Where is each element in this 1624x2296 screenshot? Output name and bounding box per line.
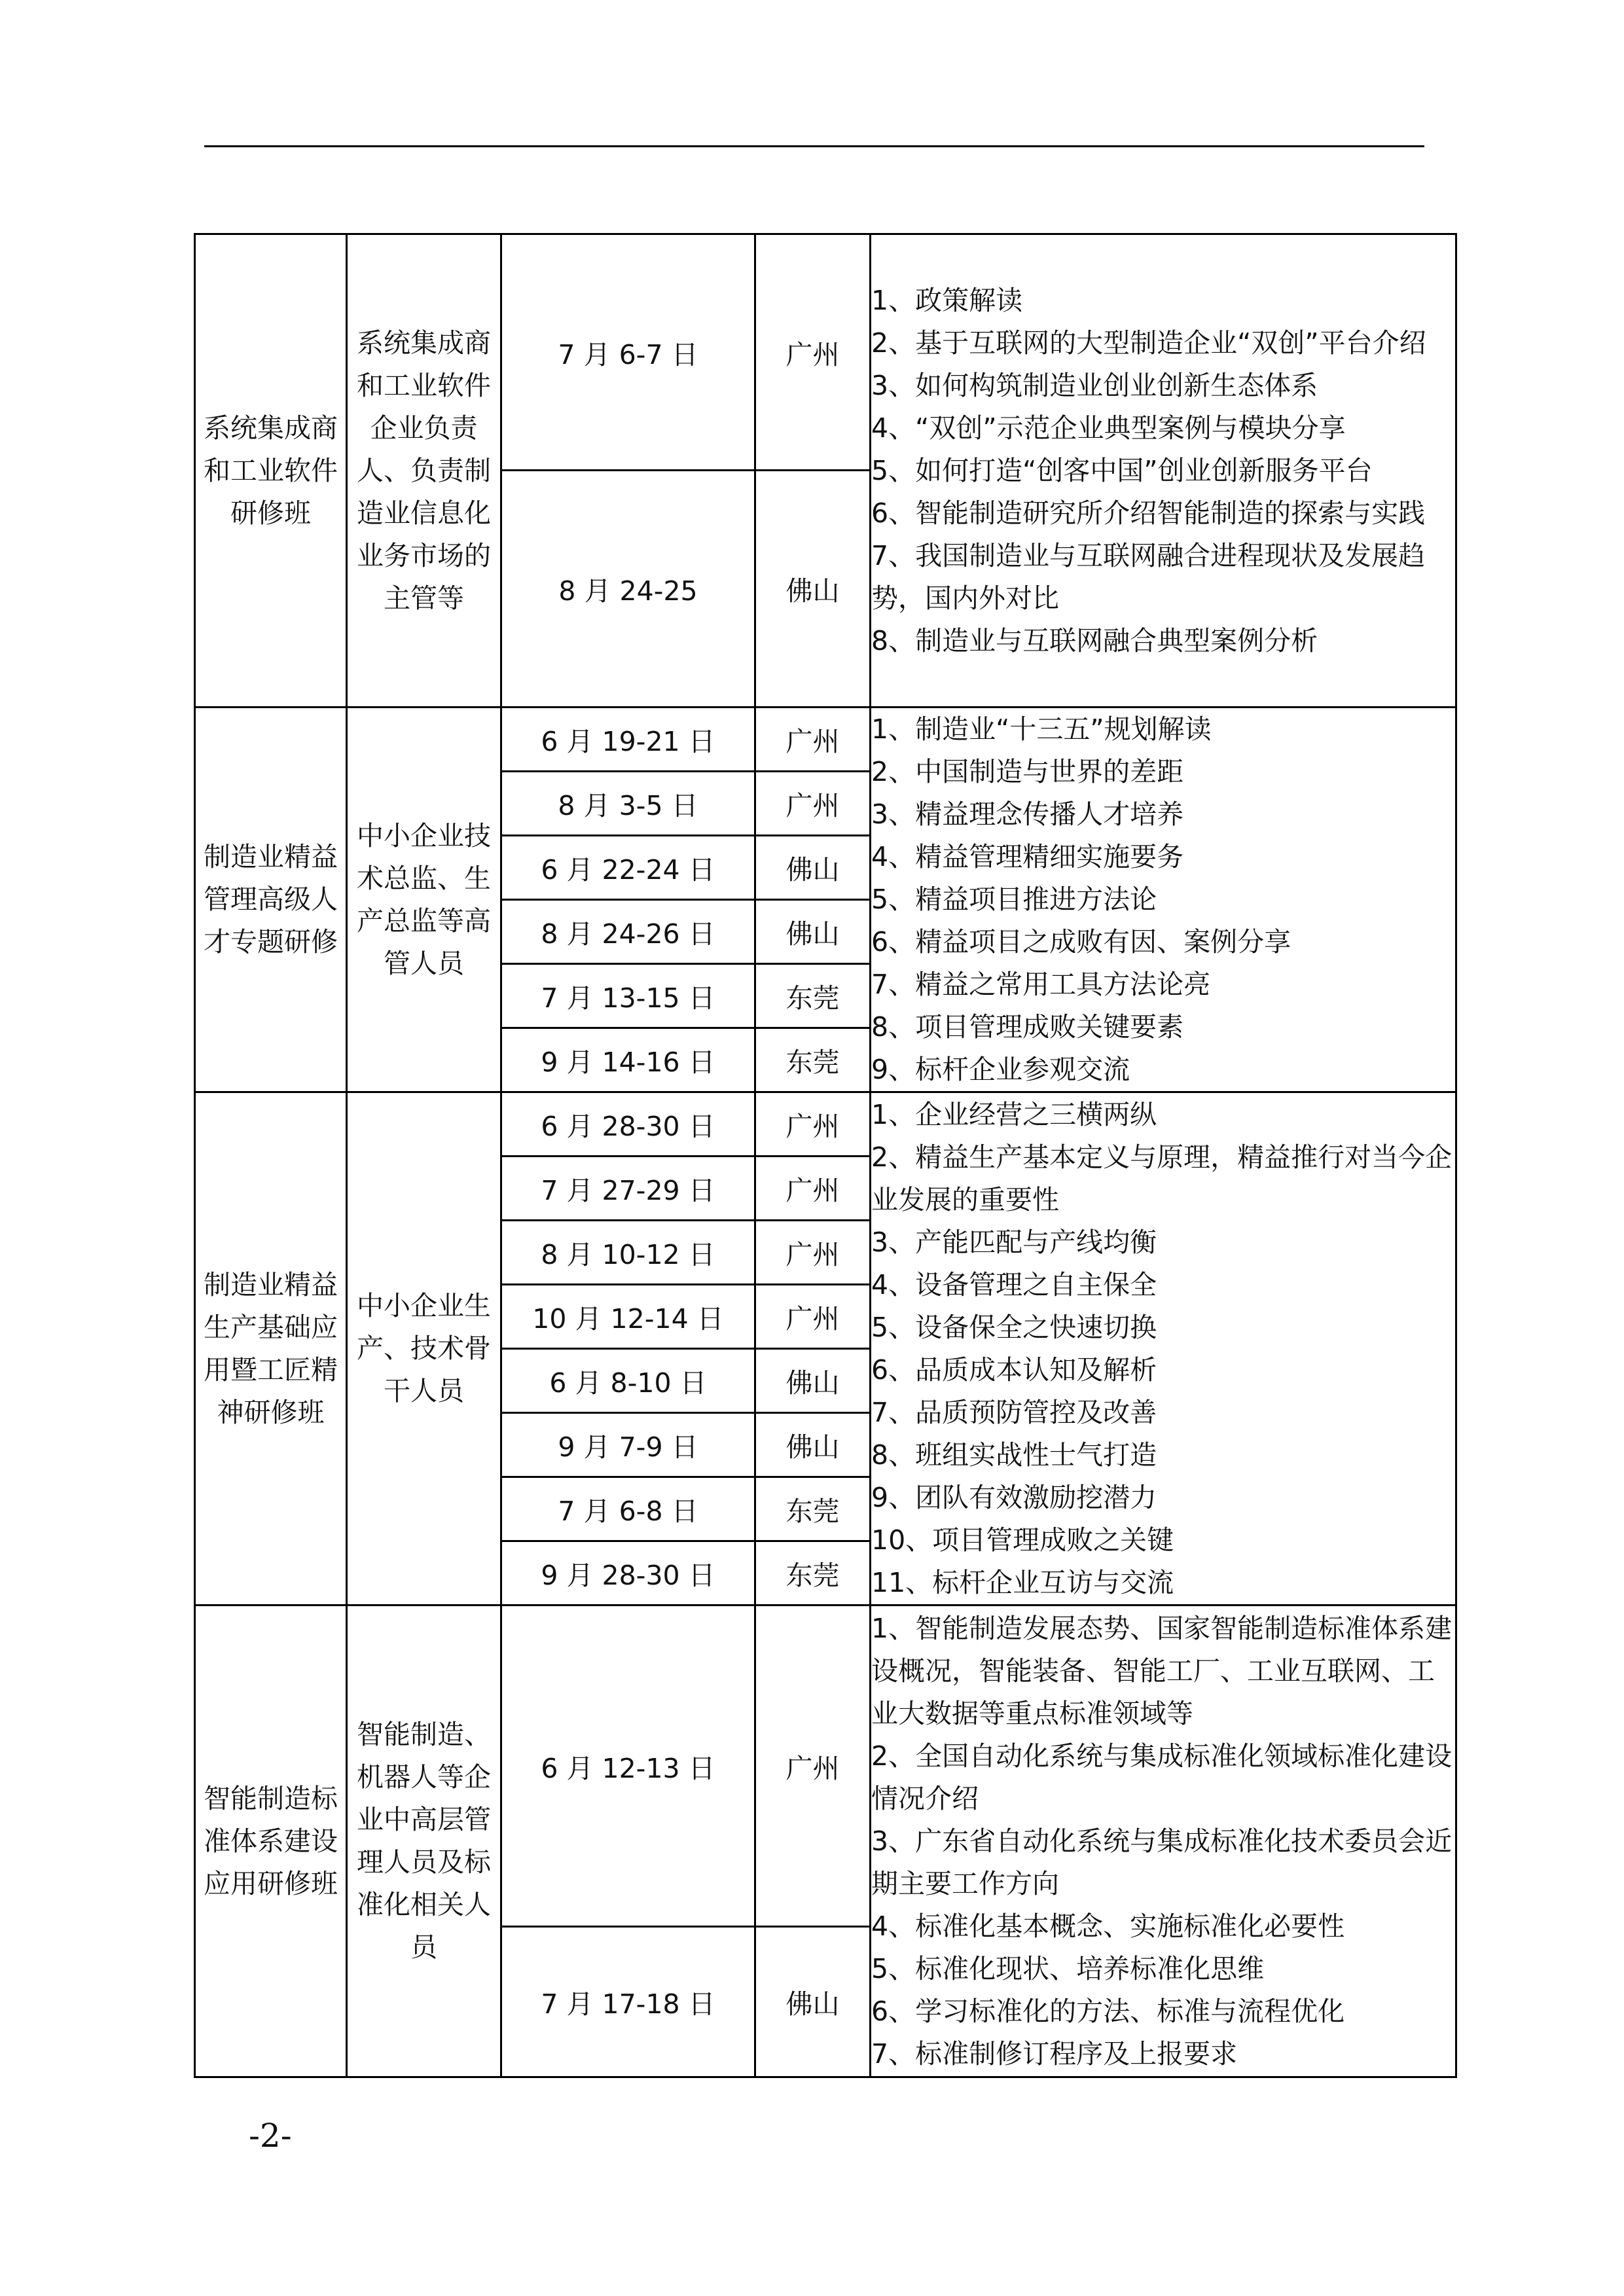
training-schedule-table <box>194 233 1457 2078</box>
content-item: 5、精益项目推进方法论 <box>871 884 1157 915</box>
table-row <box>195 1605 1456 1927</box>
content-item: 8、项目管理成败关键要素 <box>871 1011 1184 1043</box>
session-date: 8 月 24-26 日 <box>501 900 755 964</box>
content-item: 9、团队有效激励挖潜力 <box>871 1481 1157 1513</box>
session-city: 佛山 <box>755 1927 871 2077</box>
session-city: 广州 <box>755 1157 871 1221</box>
content-item: 1、智能制造发展态势、国家智能制造标准体系建设概况，智能装备、智能工厂、工业互联网、工业大数据等重点标准领域等 <box>871 1612 1453 1729</box>
session-city: 广州 <box>755 1221 871 1285</box>
session-date: 9 月 28-30 日 <box>501 1541 755 1605</box>
content-item: 5、标准化现状、培养标准化思维 <box>871 1952 1265 1984</box>
session-city: 广州 <box>755 1285 871 1349</box>
content-item: 3、广东省自动化系统与集成标准化技术委员会近期主要工作方向 <box>871 1825 1453 1899</box>
content-item: 3、如何构筑制造业创业创新生态体系 <box>871 369 1318 401</box>
table-row <box>195 1092 1456 1157</box>
session-city: 佛山 <box>755 900 871 964</box>
session-date: 9 月 14-16 日 <box>501 1028 755 1092</box>
content-item: 6、品质成本认知及解析 <box>871 1354 1157 1386</box>
content-item: 4、精益管理精细实施要务 <box>871 841 1184 872</box>
session-date: 8 月 10-12 日 <box>501 1221 755 1285</box>
course-content <box>871 234 1456 708</box>
content-item: 10、项目管理成败之关键 <box>871 1524 1174 1556</box>
table-row <box>195 708 1456 772</box>
session-city: 广州 <box>755 772 871 836</box>
session-date: 6 月 8-10 日 <box>501 1349 755 1413</box>
content-item: 5、如何打造“创客中国”创业创新服务平台 <box>871 454 1373 486</box>
session-date: 7 月 17-18 日 <box>501 1927 755 2077</box>
course-name: 系统集成商和工业软件研修班 <box>195 234 347 708</box>
session-city: 东莞 <box>755 1541 871 1605</box>
content-item: 9、标杆企业参观交流 <box>871 1054 1130 1085</box>
course-audience: 中小企业生产、技术骨干人员 <box>347 1092 501 1605</box>
page-number: -2- <box>249 2117 292 2155</box>
session-city: 广州 <box>755 1092 871 1157</box>
course-audience: 智能制造、机器人等企业中高层管理人员及标准化相关人员 <box>347 1605 501 2077</box>
content-item: 7、我国制造业与互联网融合进程现状及发展趋势，国内外对比 <box>871 539 1426 614</box>
content-item: 6、精益项目之成败有因、案例分享 <box>871 926 1291 958</box>
session-city: 广州 <box>755 234 871 471</box>
content-item: 8、班组实战性士气打造 <box>871 1439 1157 1471</box>
content-item: 2、中国制造与世界的差距 <box>871 756 1184 787</box>
session-date: 8 月 3-5 日 <box>501 772 755 836</box>
content-item: 3、产能匹配与产线均衡 <box>871 1226 1157 1258</box>
content-item: 6、学习标准化的方法、标准与流程优化 <box>871 1995 1345 2027</box>
content-item: 2、精益生产基本定义与原理，精益推行对当今企业发展的重要性 <box>871 1141 1453 1215</box>
content-item: 6、智能制造研究所介绍智能制造的探索与实践 <box>871 497 1426 529</box>
content-item: 8、制造业与互联网融合典型案例分析 <box>871 624 1318 656</box>
session-city: 东莞 <box>755 1477 871 1541</box>
content-item: 7、标准制修订程序及上报要求 <box>871 2037 1238 2070</box>
content-item: 11、标杆企业互访与交流 <box>871 1566 1174 1598</box>
session-city: 佛山 <box>755 1413 871 1477</box>
session-date: 7 月 13-15 日 <box>501 964 755 1028</box>
session-date: 9 月 7-9 日 <box>501 1413 755 1477</box>
content-item: 7、品质预防管控及改善 <box>871 1396 1157 1428</box>
table-row <box>195 234 1456 471</box>
content-item: 2、全国自动化系统与集成标准化领域标准化建设情况介绍 <box>871 1740 1453 1814</box>
content-item: 1、政策解读 <box>871 284 1023 316</box>
session-city: 东莞 <box>755 1028 871 1092</box>
course-content <box>871 1605 1456 2077</box>
content-item: 4、“双创”示范企业典型案例与模块分享 <box>871 412 1346 444</box>
session-city: 广州 <box>755 708 871 772</box>
content-item: 1、企业经营之三横两纵 <box>871 1098 1157 1130</box>
course-content <box>871 708 1456 1092</box>
session-date: 6 月 28-30 日 <box>501 1092 755 1157</box>
content-item: 3、精益理念传播人才培养 <box>871 798 1184 830</box>
session-date: 6 月 19-21 日 <box>501 708 755 772</box>
course-name: 智能制造标准体系建设应用研修班 <box>195 1605 347 2077</box>
session-city: 佛山 <box>755 471 871 708</box>
course-audience: 中小企业技术总监、生产总监等高管人员 <box>347 708 501 1092</box>
course-name: 制造业精益生产基础应用暨工匠精神研修班 <box>195 1092 347 1605</box>
session-city: 广州 <box>755 1605 871 1927</box>
course-content <box>871 1092 1456 1605</box>
session-city: 佛山 <box>755 1349 871 1413</box>
content-item: 4、设备管理之自主保全 <box>871 1268 1157 1300</box>
content-item: 7、精益之常用工具方法论亮 <box>871 969 1211 1000</box>
course-audience: 系统集成商和工业软件企业负责人、负责制造业信息化业务市场的主管等 <box>347 234 501 708</box>
session-date: 6 月 22-24 日 <box>501 836 755 900</box>
session-date: 7 月 6-7 日 <box>501 234 755 471</box>
session-date: 10 月 12-14 日 <box>501 1285 755 1349</box>
content-item: 5、设备保全之快速切换 <box>871 1311 1157 1343</box>
session-date: 6 月 12-13 日 <box>501 1605 755 1927</box>
content-item: 1、制造业“十三五”规划解读 <box>871 713 1212 745</box>
header-rule <box>204 145 1424 147</box>
course-name: 制造业精益管理高级人才专题研修 <box>195 708 347 1092</box>
content-item: 2、基于互联网的大型制造企业“双创”平台介绍 <box>871 327 1426 359</box>
session-date: 7 月 6-8 日 <box>501 1477 755 1541</box>
content-item: 4、标准化基本概念、实施标准化必要性 <box>871 1910 1345 1942</box>
session-city: 东莞 <box>755 964 871 1028</box>
session-date: 7 月 27-29 日 <box>501 1157 755 1221</box>
session-city: 佛山 <box>755 836 871 900</box>
session-date: 8 月 24-25 <box>501 471 755 708</box>
